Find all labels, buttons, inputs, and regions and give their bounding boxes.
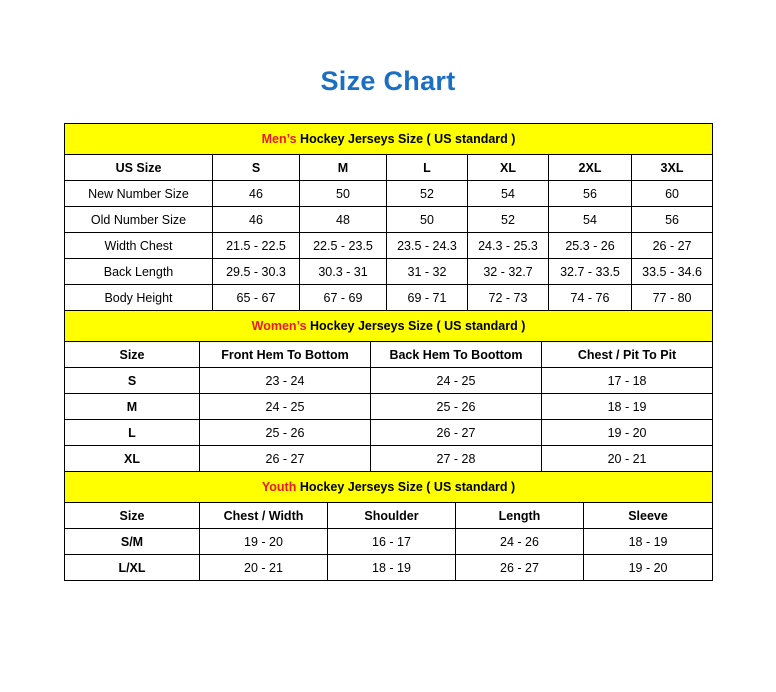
- table-cell: 46: [213, 181, 300, 207]
- youth-section-header-accent: Youth: [261, 480, 297, 494]
- table-cell: 50: [300, 181, 387, 207]
- table-row: [65, 555, 713, 581]
- row-label: M: [65, 394, 200, 420]
- table-cell: 25 - 26: [200, 420, 371, 446]
- youth-section-header: [65, 472, 713, 503]
- column-header: Size: [65, 503, 200, 529]
- table-header-row: [65, 503, 713, 529]
- column-header: 3XL: [632, 155, 713, 181]
- table-cell: 33.5 - 34.6: [632, 259, 713, 285]
- table-cell: 72 - 73: [468, 285, 549, 311]
- table-cell: 26 - 27: [456, 555, 584, 581]
- mens-section-header-accent: Men’s: [261, 132, 297, 146]
- row-label: New Number Size: [65, 181, 213, 207]
- row-label: L: [65, 420, 200, 446]
- section-header-row: [65, 472, 713, 503]
- table-header-row: [65, 155, 713, 181]
- column-header: Front Hem To Bottom: [200, 342, 371, 368]
- table-cell: 24 - 25: [200, 394, 371, 420]
- table-row: [65, 207, 713, 233]
- table-cell: 16 - 17: [328, 529, 456, 555]
- table-cell: 52: [468, 207, 549, 233]
- mens-section-header-rest: Hockey Jerseys Size ( US standard ): [296, 132, 516, 146]
- size-chart-tables: [64, 95, 712, 581]
- table-row: [65, 368, 713, 394]
- row-label: S/M: [65, 529, 200, 555]
- table-cell: 25 - 26: [371, 394, 542, 420]
- table-cell: 26 - 27: [371, 420, 542, 446]
- table-cell: 56: [632, 207, 713, 233]
- table-cell: 20 - 21: [542, 446, 713, 472]
- table-cell: 74 - 76: [549, 285, 632, 311]
- column-header: Size: [65, 342, 200, 368]
- table-cell: 30.3 - 31: [300, 259, 387, 285]
- column-header: Shoulder: [328, 503, 456, 529]
- table-cell: 17 - 18: [542, 368, 713, 394]
- section-header-row: [65, 124, 713, 155]
- womens-section-header-rest: Hockey Jerseys Size ( US standard ): [306, 319, 526, 333]
- table-cell: 60: [632, 181, 713, 207]
- row-label: S: [65, 368, 200, 394]
- column-header: S: [213, 155, 300, 181]
- column-header: Chest / Pit To Pit: [542, 342, 713, 368]
- table-cell: 23 - 24: [200, 368, 371, 394]
- table-cell: 18 - 19: [584, 529, 713, 555]
- row-label: L/XL: [65, 555, 200, 581]
- table-row: [65, 446, 713, 472]
- table-cell: 21.5 - 22.5: [213, 233, 300, 259]
- table-cell: 23.5 - 24.3: [387, 233, 468, 259]
- table-cell: 54: [549, 207, 632, 233]
- table-cell: 22.5 - 23.5: [300, 233, 387, 259]
- table-cell: 65 - 67: [213, 285, 300, 311]
- table-cell: 48: [300, 207, 387, 233]
- page-title: Size Chart: [320, 66, 456, 96]
- womens-size-table: [64, 310, 713, 472]
- table-row: [65, 181, 713, 207]
- table-row: [65, 529, 713, 555]
- table-cell: 52: [387, 181, 468, 207]
- table-cell: 32.7 - 33.5: [549, 259, 632, 285]
- table-cell: 67 - 69: [300, 285, 387, 311]
- table-cell: 27 - 28: [371, 446, 542, 472]
- womens-section-header-accent: Women’s: [251, 319, 307, 333]
- table-cell: 19 - 20: [200, 529, 328, 555]
- table-cell: 19 - 20: [584, 555, 713, 581]
- column-header: XL: [468, 155, 549, 181]
- row-label: Old Number Size: [65, 207, 213, 233]
- table-cell: 20 - 21: [200, 555, 328, 581]
- column-header: 2XL: [549, 155, 632, 181]
- table-row: [65, 420, 713, 446]
- table-cell: 31 - 32: [387, 259, 468, 285]
- table-cell: 29.5 - 30.3: [213, 259, 300, 285]
- table-cell: 46: [213, 207, 300, 233]
- table-cell: 18 - 19: [542, 394, 713, 420]
- table-cell: 50: [387, 207, 468, 233]
- column-header: L: [387, 155, 468, 181]
- table-row: [65, 285, 713, 311]
- column-header: Sleeve: [584, 503, 713, 529]
- womens-section-header: [65, 311, 713, 342]
- table-cell: 19 - 20: [542, 420, 713, 446]
- row-label: Width Chest: [65, 233, 213, 259]
- table-cell: 69 - 71: [387, 285, 468, 311]
- table-cell: 25.3 - 26: [549, 233, 632, 259]
- table-row: [65, 259, 713, 285]
- table-cell: 24 - 26: [456, 529, 584, 555]
- section-header-row: [65, 311, 713, 342]
- table-row: [65, 233, 713, 259]
- column-header: US Size: [65, 155, 213, 181]
- table-cell: 32 - 32.7: [468, 259, 549, 285]
- column-header: M: [300, 155, 387, 181]
- table-cell: 26 - 27: [200, 446, 371, 472]
- mens-size-table: [64, 123, 713, 311]
- table-cell: 24 - 25: [371, 368, 542, 394]
- table-cell: 54: [468, 181, 549, 207]
- row-label: XL: [65, 446, 200, 472]
- column-header: Length: [456, 503, 584, 529]
- mens-section-header: [65, 124, 713, 155]
- table-cell: 26 - 27: [632, 233, 713, 259]
- row-label: Body Height: [65, 285, 213, 311]
- table-cell: 77 - 80: [632, 285, 713, 311]
- table-cell: 24.3 - 25.3: [468, 233, 549, 259]
- table-cell: 56: [549, 181, 632, 207]
- youth-size-table: [64, 471, 713, 581]
- youth-section-header-rest: Hockey Jerseys Size ( US standard ): [296, 480, 516, 494]
- table-cell: 18 - 19: [328, 555, 456, 581]
- table-row: [65, 394, 713, 420]
- column-header: Chest / Width: [200, 503, 328, 529]
- row-label: Back Length: [65, 259, 213, 285]
- table-header-row: [65, 342, 713, 368]
- column-header: Back Hem To Boottom: [371, 342, 542, 368]
